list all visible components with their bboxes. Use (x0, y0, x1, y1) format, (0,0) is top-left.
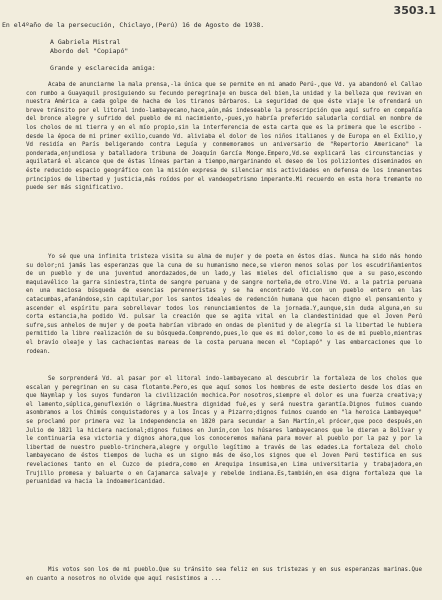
recipient-name: A Gabriela Mistral (50, 38, 121, 46)
letter-paragraph-2: Yo sé que una infinita tristeza visita su alma de mujer y de poeta en éstos días. Nunca ha sido más hondo su dolor;ni jamás las esperanzas que la cuna de su humanismo mece,se vieron menos solas por los escudriñamientos de un pueblo y de una juventud amordazados,de un lado,y las mieles del oficialismo que a su paso,escondo maquiavélico la garra siniestra,tinta de sangre peruana y de sangre norteña,de otro.Vine Vd. a la patria peruana en una maciosa búsqueda de esencias perenneristas y se ha encontrado Vd.con un pueblo entero en las catacumbas,afanándose,sin capitular,por los santos ideales de redención humana que hacen digno el pensamiento y ascender el espíritu para sobrellevar todos los renunciamientos de la jornada.Y,aunque,sin duda alguna,en su corta estancia,ha podido Vd. pulsar la creación que se agita vital en la clandestinidad que el Joven Perú sufre,sus anhelos de mujer y de poeta habrían vibrado en ondas de plenitud y de alegría si la libertad le hubiera permitido la libre realización de su búsqueda.Comprendo,pues,lo que es mi dolor,como lo es de mi pueblo,mientras el bravío oleaje y las cachacientas mareas de la costa peruana mecen el "Copiapó" y las embarcaciones que lo rodean. (26, 254, 422, 355)
letter-paragraph-4: Mis votos son los de mi pueblo.Que su tránsito sea feliz en sus tristezas y en sus esperanzas marinas.Que en cuanto a nosotros no olvide que aquí resistimos a ... (26, 567, 422, 582)
letter-paragraph-3: Se sorprenderá Vd. al pasar por el litoral indo-lambayecano al descubrir la fortaleza de los cholos que escalan y peregrinan en su casa flotante.Pero,es que aquí somos los hombres de este desierto desde los días en que Naymlap y los suyos fundaron la civilización mochica.Por nosotros,siempre el dolor es una fuerza creativa;y el lamento,súplica,genuflexión o lágrima.Nuestra dignidad fué,es y será nuestra garantía.Dignos fuimos cuando asombramos a los Chimús conquistadores y a los Incas y a Pizarro;dignos fuimos cuando en "la heroica Lambayeque" se proclamó por primera vez la independencia en 1820 para secundar a San Martín,el prócer,que poco después,en Julio de 1821 la hiciera nacional;dignos fuimos en Junín,con los húsares lambayecanos que le dieran a Bolívar y le continuaría esa victoria y dignos ahora,que los conoceremos mañana para mover al pueblo por la paz y por la libertad de nuestro pueblo-trinchera,alegre y orgullo legítimo a través de las edades.La fortaleza del cholo lambayecano de éstos tiempos de lucha es un signo más de éso,los signos que el Joven Perú testifica en sus revelaciones tanto en el Cuzco de piedra,como en Arequipa insumisa,en Lima universitaria y trabajadora,en Trujillo promesa y baluarte o en Cajamarca salvaje y rebelde indiana.Es,también,en esa digna fortaleza que la peruanidad va hacia la indoamericanidad. (26, 376, 422, 486)
letter-paragraph-1: Acaba de anunciarme la mala prensa,-la única que se permite en mi amado Perú-,que Vd. ya abandonó el Callao con rumbo a Guayaquil prosiguiendo su fecundo peregrinaje en busca del bien,la unidad y la belleza que revivan en nuestra América a cada golpe de hacha de los tiranos bárbaros. La seguridad de que éste viaje le ofrendará un breve tránsito por el litoral indo-lambayecano,hace,aún,más indeseable la proscripción que aquí sufro en compañía del bronce alegre y sufrido del pueblo de mi nacimiento,-pues,yo habría preferido saludarla cordial en nombre de los cholos de mi tierra y en el mío propio,sin la interferencia de esta carta que es la primera que le escribo -desde la época de mi primer exilio,cuando Vd. aliviaba el dolor de los niños italianos y de Europa en el Exilio,y Vd residía en París beligerando contra Leguía y conmemoramos un aniversario de "Repertorio Americano" la ponderada,enjundiosa y batalladora tribuna de Joaquín García Monge.Empero,Vd.se explicará las circunstancias y aquilatará el alcance que de éstas líneas partan a tiempo,margarinando el deseo de los poliziontes diseminados en éste reducido espacio geográfico con la misión expresa de silenciar mis actividades en defensa de los inmanentes principios de libertad y justicia,más roídos por el vandeopetrismo imperante.Mi recuerdo en esta hora tremante no puede ser más significativo. (26, 82, 422, 192)
greeting: Grande y esclarecida amiga: (50, 64, 156, 72)
archive-reference-number: 3503.1 (393, 4, 436, 17)
dateline: En el4ºaño de la persecución, Chiclayo,(Perú) 16 de Agosto de 1938. (2, 21, 265, 29)
recipient-location: Abordo del "Copiapó" (50, 47, 129, 55)
